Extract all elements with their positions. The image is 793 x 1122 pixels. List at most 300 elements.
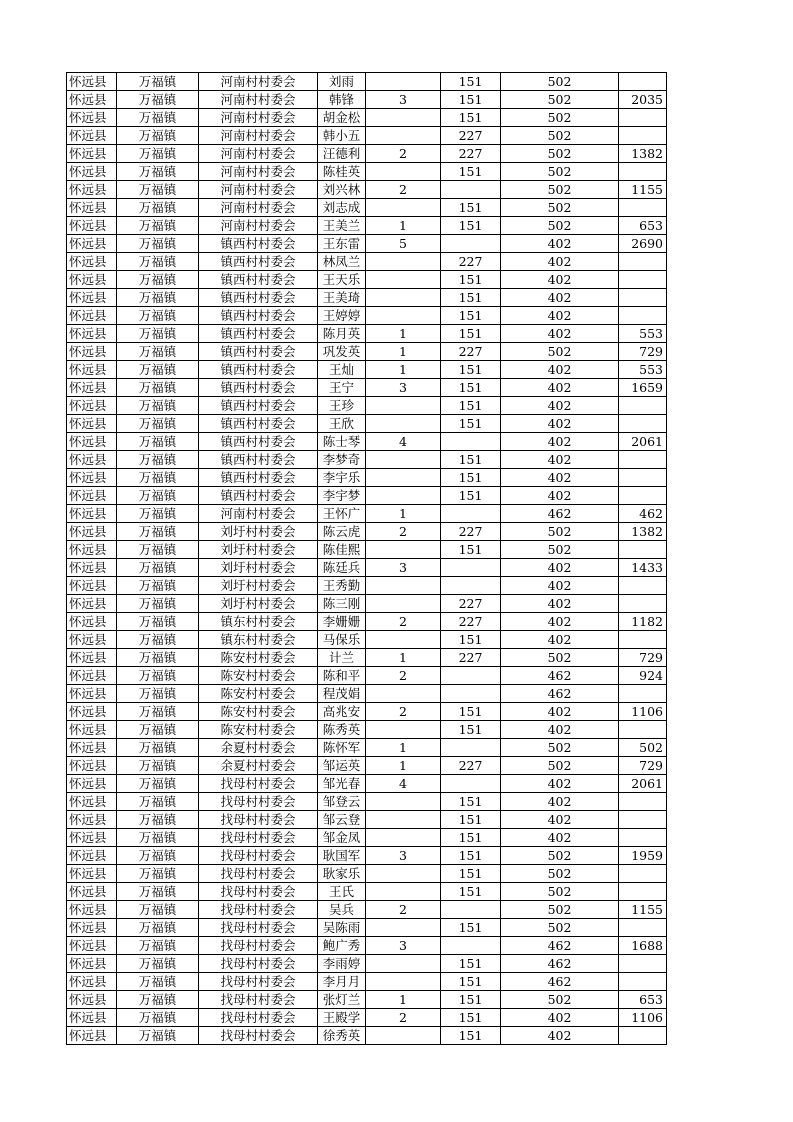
county-cell: 怀远县 <box>67 793 117 811</box>
amount-a-cell: 227 <box>441 145 501 163</box>
town-cell: 万福镇 <box>117 937 199 955</box>
name-cell: 陈月英 <box>318 325 366 343</box>
county-cell: 怀远县 <box>67 361 117 379</box>
table-row <box>67 973 667 991</box>
town-cell: 万福镇 <box>117 307 199 325</box>
table-row <box>67 667 667 685</box>
county-cell: 怀远县 <box>67 127 117 145</box>
amount-b-cell: 502 <box>501 109 619 127</box>
count-cell: 1 <box>366 325 441 343</box>
table-row <box>67 433 667 451</box>
count-cell <box>366 487 441 505</box>
amount-b-cell: 402 <box>501 451 619 469</box>
town-cell: 万福镇 <box>117 541 199 559</box>
town-cell: 万福镇 <box>117 91 199 109</box>
amount-b-cell: 502 <box>501 541 619 559</box>
amount-a-cell <box>441 937 501 955</box>
amount-b-cell: 402 <box>501 271 619 289</box>
table-row <box>67 703 667 721</box>
total-cell <box>619 271 667 289</box>
town-cell: 万福镇 <box>117 631 199 649</box>
total-cell <box>619 199 667 217</box>
count-cell <box>366 595 441 613</box>
amount-b-cell: 502 <box>501 343 619 361</box>
count-cell: 4 <box>366 433 441 451</box>
table-row <box>67 523 667 541</box>
amount-a-cell: 151 <box>441 703 501 721</box>
name-cell: 巩发英 <box>318 343 366 361</box>
amount-a-cell: 227 <box>441 613 501 631</box>
county-cell: 怀远县 <box>67 991 117 1009</box>
county-cell: 怀远县 <box>67 199 117 217</box>
table-row <box>67 415 667 433</box>
table-row <box>67 199 667 217</box>
count-cell: 2 <box>366 667 441 685</box>
village-cell: 镇西村村委会 <box>199 271 318 289</box>
total-cell <box>619 163 667 181</box>
count-cell: 4 <box>366 775 441 793</box>
amount-a-cell: 151 <box>441 973 501 991</box>
count-cell: 2 <box>366 181 441 199</box>
count-cell <box>366 127 441 145</box>
table-row <box>67 631 667 649</box>
total-cell: 2690 <box>619 235 667 253</box>
table-row <box>67 127 667 145</box>
amount-b-cell: 402 <box>501 361 619 379</box>
village-cell: 河南村村委会 <box>199 73 318 91</box>
county-cell: 怀远县 <box>67 883 117 901</box>
county-cell: 怀远县 <box>67 667 117 685</box>
village-cell: 镇西村村委会 <box>199 235 318 253</box>
count-cell <box>366 955 441 973</box>
village-cell: 河南村村委会 <box>199 145 318 163</box>
town-cell: 万福镇 <box>117 559 199 577</box>
total-cell <box>619 721 667 739</box>
county-cell: 怀远县 <box>67 379 117 397</box>
name-cell: 吴兵 <box>318 901 366 919</box>
count-cell <box>366 973 441 991</box>
table-row <box>67 577 667 595</box>
town-cell: 万福镇 <box>117 379 199 397</box>
village-cell: 河南村村委会 <box>199 109 318 127</box>
county-cell: 怀远县 <box>67 1009 117 1027</box>
table-row <box>67 613 667 631</box>
count-cell <box>366 289 441 307</box>
amount-b-cell: 502 <box>501 649 619 667</box>
amount-a-cell: 227 <box>441 757 501 775</box>
total-cell: 1155 <box>619 901 667 919</box>
count-cell: 2 <box>366 703 441 721</box>
amount-b-cell: 402 <box>501 595 619 613</box>
county-cell: 怀远县 <box>67 145 117 163</box>
name-cell: 徐秀英 <box>318 1027 366 1045</box>
name-cell: 马保乐 <box>318 631 366 649</box>
table-row <box>67 775 667 793</box>
village-cell: 找母村村委会 <box>199 955 318 973</box>
county-cell: 怀远县 <box>67 649 117 667</box>
village-cell: 河南村村委会 <box>199 505 318 523</box>
total-cell <box>619 307 667 325</box>
amount-a-cell <box>441 433 501 451</box>
amount-a-cell <box>441 667 501 685</box>
county-cell: 怀远县 <box>67 433 117 451</box>
county-cell: 怀远县 <box>67 109 117 127</box>
total-cell <box>619 595 667 613</box>
count-cell: 1 <box>366 217 441 235</box>
amount-b-cell: 402 <box>501 1009 619 1027</box>
amount-b-cell: 402 <box>501 433 619 451</box>
name-cell: 刘雨 <box>318 73 366 91</box>
amount-a-cell: 151 <box>441 451 501 469</box>
town-cell: 万福镇 <box>117 721 199 739</box>
amount-a-cell: 151 <box>441 865 501 883</box>
count-cell: 1 <box>366 991 441 1009</box>
county-cell: 怀远县 <box>67 307 117 325</box>
county-cell: 怀远县 <box>67 721 117 739</box>
town-cell: 万福镇 <box>117 469 199 487</box>
town-cell: 万福镇 <box>117 523 199 541</box>
town-cell: 万福镇 <box>117 487 199 505</box>
town-cell: 万福镇 <box>117 919 199 937</box>
amount-b-cell: 462 <box>501 955 619 973</box>
town-cell: 万福镇 <box>117 685 199 703</box>
village-cell: 刘圩村村委会 <box>199 541 318 559</box>
amount-a-cell: 151 <box>441 307 501 325</box>
village-cell: 河南村村委会 <box>199 91 318 109</box>
village-cell: 刘圩村村委会 <box>199 523 318 541</box>
county-cell: 怀远县 <box>67 163 117 181</box>
total-cell <box>619 685 667 703</box>
town-cell: 万福镇 <box>117 181 199 199</box>
amount-a-cell <box>441 559 501 577</box>
amount-b-cell: 402 <box>501 253 619 271</box>
count-cell: 1 <box>366 757 441 775</box>
village-cell: 找母村村委会 <box>199 883 318 901</box>
name-cell: 李雨婷 <box>318 955 366 973</box>
total-cell <box>619 883 667 901</box>
village-cell: 刘圩村村委会 <box>199 595 318 613</box>
village-cell: 镇西村村委会 <box>199 433 318 451</box>
village-cell: 找母村村委会 <box>199 901 318 919</box>
amount-a-cell: 151 <box>441 793 501 811</box>
count-cell <box>366 109 441 127</box>
count-cell <box>366 685 441 703</box>
county-cell: 怀远县 <box>67 865 117 883</box>
table-row <box>67 649 667 667</box>
amount-b-cell: 462 <box>501 937 619 955</box>
amount-b-cell: 502 <box>501 757 619 775</box>
amount-b-cell: 462 <box>501 685 619 703</box>
count-cell <box>366 253 441 271</box>
name-cell: 韩小五 <box>318 127 366 145</box>
county-cell: 怀远县 <box>67 253 117 271</box>
village-cell: 找母村村委会 <box>199 1027 318 1045</box>
amount-a-cell: 151 <box>441 919 501 937</box>
town-cell: 万福镇 <box>117 145 199 163</box>
count-cell: 2 <box>366 1009 441 1027</box>
village-cell: 找母村村委会 <box>199 811 318 829</box>
town-cell: 万福镇 <box>117 325 199 343</box>
table-row <box>67 865 667 883</box>
town-cell: 万福镇 <box>117 991 199 1009</box>
town-cell: 万福镇 <box>117 955 199 973</box>
total-cell <box>619 973 667 991</box>
count-cell <box>366 451 441 469</box>
count-cell: 2 <box>366 613 441 631</box>
amount-b-cell: 502 <box>501 91 619 109</box>
amount-a-cell: 151 <box>441 415 501 433</box>
data-table <box>66 72 667 1045</box>
town-cell: 万福镇 <box>117 271 199 289</box>
amount-a-cell: 151 <box>441 955 501 973</box>
village-cell: 镇西村村委会 <box>199 307 318 325</box>
amount-b-cell: 402 <box>501 379 619 397</box>
amount-a-cell: 151 <box>441 109 501 127</box>
total-cell: 1382 <box>619 523 667 541</box>
amount-a-cell <box>441 901 501 919</box>
amount-a-cell: 151 <box>441 361 501 379</box>
name-cell: 胡金松 <box>318 109 366 127</box>
table-row <box>67 487 667 505</box>
county-cell: 怀远县 <box>67 847 117 865</box>
count-cell: 3 <box>366 559 441 577</box>
county-cell: 怀远县 <box>67 541 117 559</box>
amount-a-cell <box>441 235 501 253</box>
village-cell: 镇西村村委会 <box>199 343 318 361</box>
village-cell: 刘圩村村委会 <box>199 577 318 595</box>
amount-b-cell: 502 <box>501 883 619 901</box>
village-cell: 河南村村委会 <box>199 181 318 199</box>
town-cell: 万福镇 <box>117 433 199 451</box>
amount-b-cell: 462 <box>501 973 619 991</box>
total-cell <box>619 253 667 271</box>
name-cell: 陈秀英 <box>318 721 366 739</box>
amount-b-cell: 402 <box>501 829 619 847</box>
total-cell: 502 <box>619 739 667 757</box>
amount-b-cell: 402 <box>501 577 619 595</box>
table-row <box>67 217 667 235</box>
name-cell: 李宇梦 <box>318 487 366 505</box>
name-cell: 邹云登 <box>318 811 366 829</box>
total-cell <box>619 415 667 433</box>
count-cell <box>366 271 441 289</box>
count-cell <box>366 163 441 181</box>
amount-a-cell: 227 <box>441 343 501 361</box>
count-cell <box>366 865 441 883</box>
count-cell <box>366 829 441 847</box>
village-cell: 找母村村委会 <box>199 775 318 793</box>
amount-a-cell: 227 <box>441 523 501 541</box>
town-cell: 万福镇 <box>117 901 199 919</box>
total-cell: 1659 <box>619 379 667 397</box>
total-cell: 1155 <box>619 181 667 199</box>
amount-a-cell: 151 <box>441 73 501 91</box>
name-cell: 韩锋 <box>318 91 366 109</box>
county-cell: 怀远县 <box>67 217 117 235</box>
total-cell <box>619 829 667 847</box>
village-cell: 镇西村村委会 <box>199 415 318 433</box>
village-cell: 陈安村村委会 <box>199 721 318 739</box>
table-row <box>67 145 667 163</box>
total-cell <box>619 289 667 307</box>
total-cell: 553 <box>619 361 667 379</box>
name-cell: 高兆安 <box>318 703 366 721</box>
name-cell: 李月月 <box>318 973 366 991</box>
amount-b-cell: 502 <box>501 847 619 865</box>
village-cell: 镇西村村委会 <box>199 361 318 379</box>
table-row <box>67 397 667 415</box>
name-cell: 陈桂英 <box>318 163 366 181</box>
county-cell: 怀远县 <box>67 955 117 973</box>
county-cell: 怀远县 <box>67 811 117 829</box>
amount-a-cell: 151 <box>441 271 501 289</box>
county-cell: 怀远县 <box>67 91 117 109</box>
name-cell: 吴陈雨 <box>318 919 366 937</box>
amount-b-cell: 402 <box>501 325 619 343</box>
count-cell: 3 <box>366 91 441 109</box>
amount-b-cell: 502 <box>501 163 619 181</box>
amount-a-cell: 151 <box>441 541 501 559</box>
amount-a-cell: 151 <box>441 487 501 505</box>
county-cell: 怀远县 <box>67 739 117 757</box>
amount-b-cell: 402 <box>501 307 619 325</box>
name-cell: 邹金凤 <box>318 829 366 847</box>
name-cell: 王殿学 <box>318 1009 366 1027</box>
village-cell: 河南村村委会 <box>199 127 318 145</box>
total-cell: 729 <box>619 343 667 361</box>
name-cell: 刘兴林 <box>318 181 366 199</box>
village-cell: 找母村村委会 <box>199 847 318 865</box>
amount-b-cell: 402 <box>501 559 619 577</box>
town-cell: 万福镇 <box>117 847 199 865</box>
amount-a-cell: 151 <box>441 829 501 847</box>
count-cell: 3 <box>366 379 441 397</box>
county-cell: 怀远县 <box>67 775 117 793</box>
village-cell: 河南村村委会 <box>199 163 318 181</box>
count-cell: 1 <box>366 361 441 379</box>
total-cell <box>619 487 667 505</box>
count-cell <box>366 469 441 487</box>
amount-b-cell: 502 <box>501 739 619 757</box>
town-cell: 万福镇 <box>117 865 199 883</box>
county-cell: 怀远县 <box>67 613 117 631</box>
village-cell: 找母村村委会 <box>199 865 318 883</box>
town-cell: 万福镇 <box>117 613 199 631</box>
village-cell: 找母村村委会 <box>199 937 318 955</box>
county-cell: 怀远县 <box>67 631 117 649</box>
amount-a-cell: 151 <box>441 199 501 217</box>
town-cell: 万福镇 <box>117 973 199 991</box>
total-cell: 653 <box>619 991 667 1009</box>
amount-b-cell: 502 <box>501 181 619 199</box>
amount-a-cell: 227 <box>441 253 501 271</box>
name-cell: 王宁 <box>318 379 366 397</box>
count-cell <box>366 577 441 595</box>
amount-b-cell: 402 <box>501 613 619 631</box>
amount-b-cell: 402 <box>501 1027 619 1045</box>
total-cell <box>619 109 667 127</box>
amount-a-cell: 151 <box>441 469 501 487</box>
name-cell: 计兰 <box>318 649 366 667</box>
total-cell <box>619 631 667 649</box>
amount-a-cell: 151 <box>441 631 501 649</box>
county-cell: 怀远县 <box>67 235 117 253</box>
village-cell: 河南村村委会 <box>199 217 318 235</box>
county-cell: 怀远县 <box>67 829 117 847</box>
town-cell: 万福镇 <box>117 775 199 793</box>
amount-a-cell: 227 <box>441 595 501 613</box>
village-cell: 找母村村委会 <box>199 919 318 937</box>
town-cell: 万福镇 <box>117 739 199 757</box>
count-cell <box>366 883 441 901</box>
village-cell: 陈安村村委会 <box>199 703 318 721</box>
total-cell <box>619 577 667 595</box>
name-cell: 陈和平 <box>318 667 366 685</box>
town-cell: 万福镇 <box>117 667 199 685</box>
name-cell: 王美琦 <box>318 289 366 307</box>
amount-a-cell: 151 <box>441 289 501 307</box>
table-row <box>67 163 667 181</box>
amount-b-cell: 402 <box>501 397 619 415</box>
village-cell: 刘圩村村委会 <box>199 559 318 577</box>
town-cell: 万福镇 <box>117 757 199 775</box>
amount-b-cell: 402 <box>501 415 619 433</box>
amount-b-cell: 402 <box>501 487 619 505</box>
name-cell: 王东雷 <box>318 235 366 253</box>
county-cell: 怀远县 <box>67 73 117 91</box>
name-cell: 李梦奇 <box>318 451 366 469</box>
amount-a-cell: 151 <box>441 721 501 739</box>
table-row <box>67 307 667 325</box>
town-cell: 万福镇 <box>117 1027 199 1045</box>
count-cell: 1 <box>366 649 441 667</box>
table-row <box>67 73 667 91</box>
count-cell: 2 <box>366 523 441 541</box>
amount-a-cell: 151 <box>441 397 501 415</box>
town-cell: 万福镇 <box>117 199 199 217</box>
county-cell: 怀远县 <box>67 757 117 775</box>
village-cell: 镇西村村委会 <box>199 253 318 271</box>
table-row <box>67 379 667 397</box>
name-cell: 王欣 <box>318 415 366 433</box>
village-cell: 找母村村委会 <box>199 829 318 847</box>
county-cell: 怀远县 <box>67 937 117 955</box>
name-cell: 耿家乐 <box>318 865 366 883</box>
town-cell: 万福镇 <box>117 217 199 235</box>
count-cell: 1 <box>366 343 441 361</box>
county-cell: 怀远县 <box>67 559 117 577</box>
village-cell: 找母村村委会 <box>199 1009 318 1027</box>
village-cell: 找母村村委会 <box>199 793 318 811</box>
count-cell: 5 <box>366 235 441 253</box>
amount-a-cell: 151 <box>441 1009 501 1027</box>
county-cell: 怀远县 <box>67 469 117 487</box>
total-cell: 1106 <box>619 703 667 721</box>
name-cell: 程茂娟 <box>318 685 366 703</box>
table-row <box>67 505 667 523</box>
name-cell: 邹运英 <box>318 757 366 775</box>
total-cell: 462 <box>619 505 667 523</box>
count-cell <box>366 1027 441 1045</box>
table-row <box>67 991 667 1009</box>
town-cell: 万福镇 <box>117 397 199 415</box>
name-cell: 陈怀军 <box>318 739 366 757</box>
town-cell: 万福镇 <box>117 649 199 667</box>
village-cell: 镇西村村委会 <box>199 469 318 487</box>
table-row <box>67 955 667 973</box>
county-cell: 怀远县 <box>67 487 117 505</box>
total-cell <box>619 955 667 973</box>
